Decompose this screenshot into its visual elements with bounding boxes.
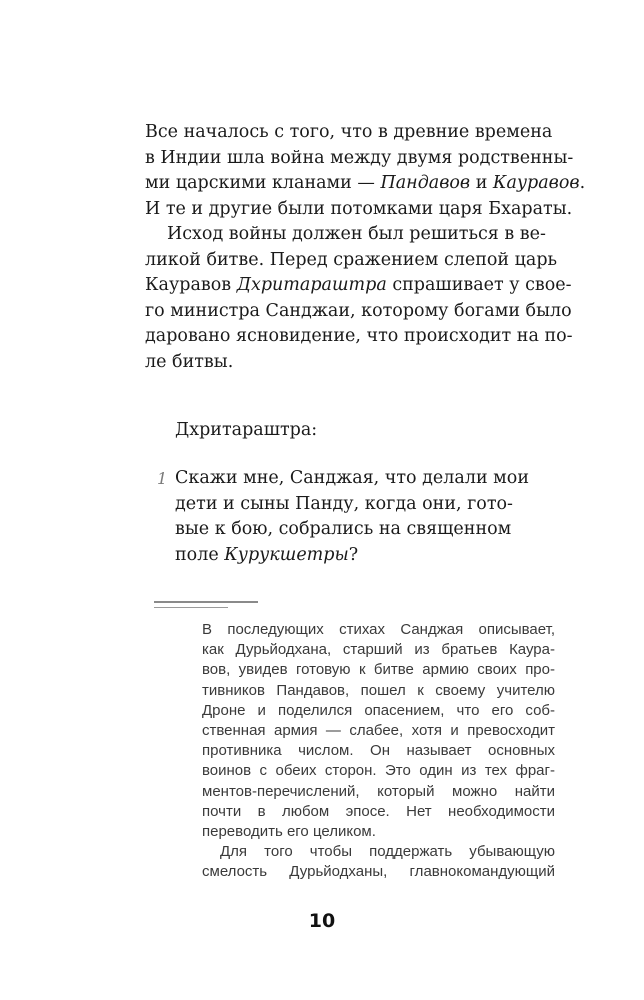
- commentary-line: Для того чтобы поддержать убывающую: [220, 843, 555, 861]
- intro-p2-line-6: ле битвы.: [145, 351, 234, 372]
- intro-text: [145, 120, 586, 375]
- commentary-line: почти в любом эпосе. Нет необходимости: [202, 802, 555, 820]
- intro-p2-line-4: го министра Санджаи, которому богами было: [145, 300, 572, 321]
- divider-line-bottom: [154, 607, 228, 608]
- commentary-line: ментов-перечислений, который можно найти: [202, 782, 555, 800]
- page-number: 10: [308, 910, 336, 932]
- commentary-line: тивников Пандавов, пошел к своему учителю: [202, 681, 555, 699]
- commentary-text: [202, 620, 555, 883]
- verse-number: 1: [157, 469, 168, 488]
- commentary-line: противника числом. Он называет основных: [202, 742, 555, 760]
- term-pandavas: Пандавов: [380, 173, 471, 193]
- commentary-divider: [154, 601, 258, 610]
- verse-line-4: поле Курукшетры?: [175, 544, 359, 565]
- verse-line-1: Скажи мне, Санджая, что делали мои: [175, 468, 529, 488]
- term-kurukshetra: Курукшетры: [224, 544, 349, 565]
- verse-text: [175, 466, 529, 568]
- intro-p1-line-2: в Индии шла война между двумя родственны-: [145, 147, 574, 168]
- intro-p2-line-3: Кауравов Дхритараштра спрашивает у свое-: [145, 275, 572, 295]
- intro-p1-line-1: Все началось с того, что в древние времена: [145, 122, 553, 142]
- verse-line-2: дети и сыны Панду, когда они, гото-: [175, 493, 513, 514]
- intro-p2-line-2: ликой битве. Перед сражением слепой царь: [145, 249, 558, 270]
- commentary-line: ственная армия — слабее, хотя и превосходит: [202, 722, 555, 740]
- verse-speaker: Дхритараштра:: [175, 420, 318, 440]
- commentary-line: смелость Дурьйодханы, главнокомандующий: [202, 863, 555, 881]
- commentary-line: вов, увидев готовую к битве армию своих про-: [202, 661, 555, 679]
- commentary-line: В последующих стихах Санджая описывает,: [202, 621, 555, 638]
- intro-p2-line-1: Исход войны должен был решиться в ве-: [167, 224, 546, 244]
- term-kauravas: Кауравов: [492, 173, 580, 193]
- intro-p1-line-3: ми царскими кланами — Пандавов и Кауравов.: [145, 173, 586, 193]
- commentary-line: как Дурьйодхана, старший из братьев Каура-: [202, 641, 555, 659]
- term-dhritarashtra: Дхритараштра: [236, 275, 387, 295]
- commentary-line: воинов с обеих сторон. Это один из тех фраг-: [202, 762, 555, 780]
- verse-line-3: вые к бою, собрались на священном: [175, 519, 512, 539]
- commentary-line: переводить его целиком.: [202, 823, 376, 841]
- intro-p1-line-4: И те и другие были потомками царя Бхараты.: [145, 198, 573, 219]
- commentary-line: Дроне и поделился опасением, что его соб-: [202, 701, 555, 719]
- divider-line-top: [154, 601, 258, 603]
- intro-p2-line-5: даровано ясновидение, что происходит на по-: [145, 326, 573, 346]
